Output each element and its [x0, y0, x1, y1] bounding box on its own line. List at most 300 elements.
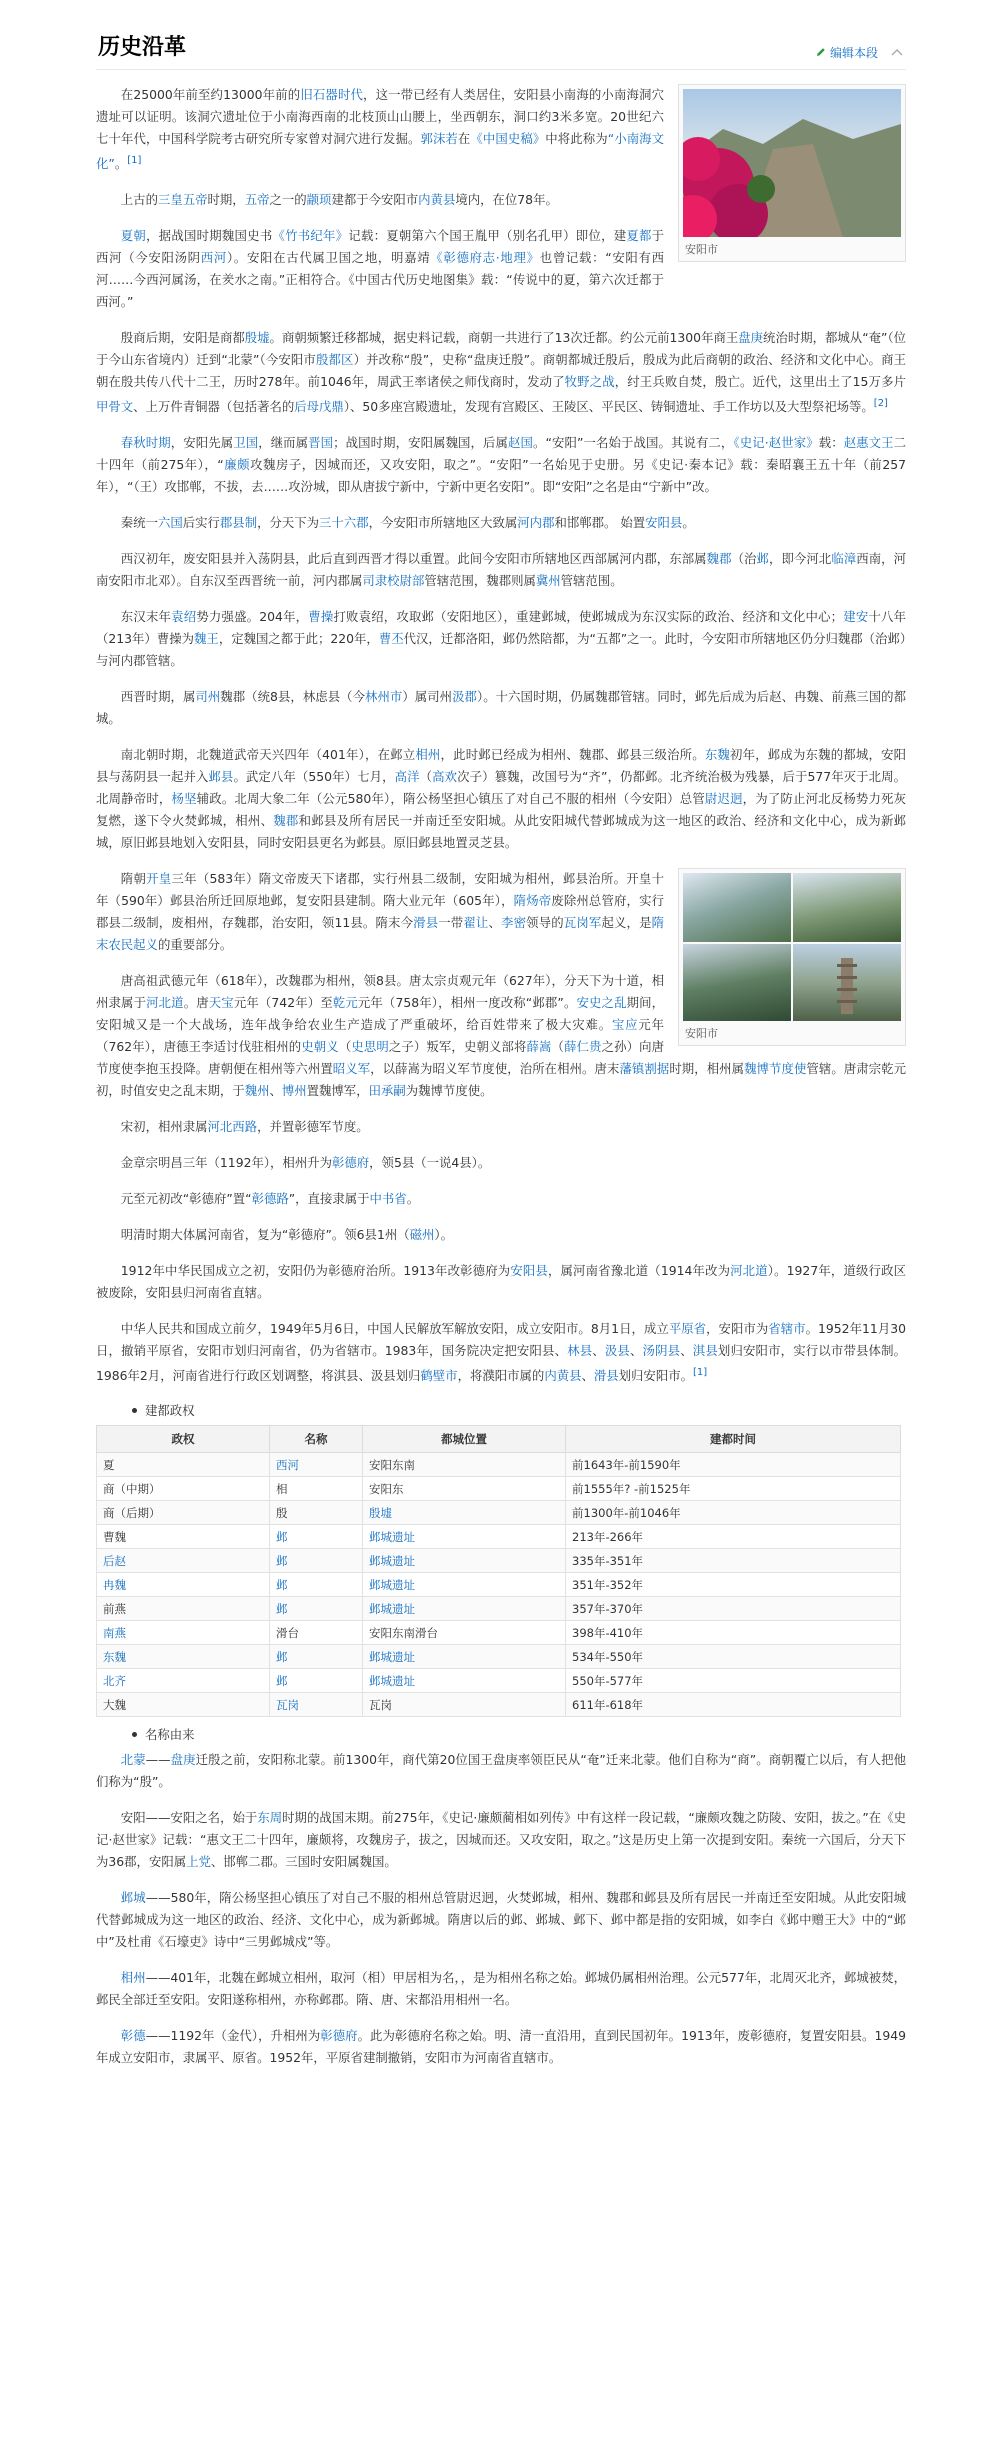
inline-link[interactable]: 河内郡: [517, 515, 555, 531]
inline-link[interactable]: 汤阴县: [642, 1343, 681, 1359]
table-cell-link[interactable]: 殷墟: [369, 1505, 392, 1520]
inline-link[interactable]: 五帝: [244, 192, 270, 208]
inline-link[interactable]: 东魏: [704, 747, 731, 763]
text-run: 唐高祖武德元年（618年），改魏郡为相州，领8县。唐太宗贞观元年（627年），分天下为十道，相州隶属于: [96, 973, 664, 1011]
table-cell: [270, 1501, 363, 1525]
table-cell-link[interactable]: 邺城遗址: [369, 1601, 415, 1616]
inline-link[interactable]: 内黄县: [544, 1368, 582, 1384]
text-run: （: [419, 769, 433, 785]
inline-link[interactable]: 林县: [567, 1343, 593, 1359]
citation-link[interactable]: [2]: [873, 398, 888, 410]
text-run: 、邯郸二郡。三国时安阳属魏国。: [210, 1854, 397, 1870]
text-run: 之孙）向唐节度使李抱玉投降。唐朝便在相州等六州置: [96, 1039, 665, 1077]
text-run: ——1192年（金代），升相州为: [145, 2028, 321, 2044]
inline-link[interactable]: 昭义军: [332, 1061, 371, 1077]
inline-link[interactable]: 相州: [415, 747, 441, 763]
inline-link[interactable]: 隋末农民起义: [96, 915, 665, 953]
table-cell-link[interactable]: 北齐: [103, 1673, 126, 1688]
inline-link[interactable]: 乾元: [332, 995, 358, 1011]
inline-link[interactable]: 司隶校尉部: [362, 573, 425, 589]
table-row: [97, 1501, 901, 1525]
inline-link[interactable]: 开皇: [146, 871, 172, 887]
table-cell: [363, 1525, 566, 1549]
citation-link[interactable]: [1]: [127, 155, 142, 166]
scenic-photo-grid: [683, 873, 901, 1021]
text-run: 记载：夏朝第六个国王胤甲（别名孔甲）即位，建: [348, 228, 627, 244]
text-run: 、: [488, 915, 502, 931]
name-origin-heading: [132, 1725, 906, 1743]
table-cell: [97, 1693, 270, 1717]
text-run: 元年（742年）至: [233, 995, 333, 1011]
text-run: 和邺县及所有居民一并南迁至安阳城。从此安阳城代替邺城成为这一地区的政治、经济和文化中心，成为新邺城，原旧邺县地划入安阳县，同时安阳县更名为邺县。原旧邺县地置灵芝县。: [96, 813, 907, 851]
inline-link[interactable]: 杨坚: [171, 791, 197, 807]
inline-link[interactable]: 隋炀帝: [513, 893, 552, 909]
table-row: [97, 1669, 901, 1693]
inline-link[interactable]: 彰德府: [320, 2028, 358, 2044]
inline-link[interactable]: 上党: [186, 1854, 211, 1870]
table-cell-text: 550年-577年: [572, 1673, 644, 1688]
inline-link[interactable]: 盘庚: [170, 1752, 196, 1768]
text-run: 殷商后期，安阳是商都: [120, 330, 245, 346]
inline-link[interactable]: 三十六郡: [319, 515, 369, 531]
inline-link[interactable]: 晋国: [308, 435, 334, 451]
inline-link[interactable]: “小南海文化”: [96, 131, 665, 172]
text-run: 东汉末年: [120, 609, 172, 625]
inline-link[interactable]: 高欢: [432, 769, 458, 785]
table-row: [97, 1645, 901, 1669]
table-cell: [270, 1453, 363, 1477]
paragraph: [96, 686, 906, 730]
text-run: 期间，安阳城又是一个大战场，连年战争给农业生产造成了严重破坏，给百姓带来了极大灾难。: [96, 995, 665, 1033]
table-cell: [363, 1549, 566, 1573]
text-run: ）。十六国时期，仍属魏郡管辖。同时，邺先后成为后赵、冉魏、前燕三国的都城。: [96, 689, 907, 727]
text-run: 的重要部分。: [157, 937, 233, 953]
text-run: 管辖。唐肃宗乾元初，时值安史之乱末期，于: [96, 1061, 907, 1099]
inline-link[interactable]: 汲县: [604, 1343, 630, 1359]
subheading-text: 名称由来: [145, 1727, 195, 1743]
text-run: 管辖范围。: [560, 573, 623, 589]
text-run: 辅政。北周大象二年（公元580年），隋公杨坚担心镇压了对自己不服的相州（今安阳）总管: [196, 791, 705, 807]
inline-link[interactable]: 后母戊鼎: [294, 399, 344, 415]
text-run: 、: [269, 1083, 282, 1099]
text-run: 境内，在位78年。: [455, 192, 558, 208]
text-run: 统治时期，都城从“奄”（位于今山东省境内）迁到“北蒙”（今安阳市: [96, 330, 907, 368]
text-run: 。“安阳”一名始于战国。其说有二，: [533, 435, 734, 451]
table-cell: [566, 1597, 901, 1621]
table-cell: [363, 1597, 566, 1621]
text-run: 和邯郸郡。 始置: [554, 515, 646, 531]
text-run: 代汉，迁都洛阳，邺仍然陪都，为“五都”之一。此时，今安阳市所辖地区仍分归魏郡（治邺）与河内郡管辖。: [96, 631, 907, 669]
text-run: ）并改称“殷”，史称“盘庚迁殷”。商朝都城迁殷后，殷成为此后商朝的政治、经济和文化中心。商王朝在殷共传八代十二王，历时278年。前1046年，周武王率诸侯之师伐商时，发动了: [96, 352, 907, 390]
paragraph: [96, 1116, 906, 1138]
inline-link[interactable]: 安史之乱: [576, 995, 627, 1011]
inline-link[interactable]: 相州: [120, 1970, 146, 1986]
table-cell: [566, 1621, 901, 1645]
table-cell: [363, 1501, 566, 1525]
text-run: ）。1927年，道级行政区被废除，安阳县归河南省直辖。: [96, 1263, 907, 1301]
text-run: 秦统一: [120, 515, 158, 531]
table-cell-text: 前1643年-前1590年: [572, 1457, 681, 1472]
inline-link[interactable]: 殷都区: [315, 352, 354, 368]
table-cell-link[interactable]: 邺: [276, 1553, 288, 1568]
inline-link[interactable]: 翟让: [463, 915, 489, 931]
table-header-cell: 建都时间: [566, 1426, 901, 1453]
table-cell-link[interactable]: 邺城遗址: [369, 1673, 415, 1688]
figure-thumbnail[interactable]: [678, 84, 906, 262]
inline-link[interactable]: 曹操: [308, 609, 334, 625]
section-title: 历史沿革: [98, 35, 187, 60]
inline-link[interactable]: 鹤壁市: [420, 1368, 458, 1384]
text-run: 隋朝: [120, 871, 147, 887]
inline-link[interactable]: 《中国史稿》: [470, 131, 546, 146]
table-cell-link[interactable]: 西河: [276, 1457, 299, 1472]
text-run: ——: [145, 1752, 171, 1768]
text-run: 领导的: [526, 915, 564, 931]
inline-link[interactable]: 瓦岗军: [563, 915, 602, 931]
table-cell: [97, 1501, 270, 1525]
table-cell: [270, 1693, 363, 1717]
text-run: 管辖范围，魏郡则属: [424, 573, 536, 589]
table-cell: [566, 1573, 901, 1597]
inline-link[interactable]: 天宝: [208, 995, 234, 1011]
inline-link[interactable]: 河北道: [730, 1263, 768, 1279]
inline-link[interactable]: 盘庚: [738, 330, 764, 346]
text-run: ，此时邺已经成为相州、魏郡、邺县三级治所。: [440, 747, 705, 763]
text-run: 西汉初年，废安阳县并入荡阴县，此后直到西晋才得以重置。此间今安阳市所辖地区西部属河内郡，东部属: [120, 551, 707, 567]
table-row: [97, 1549, 901, 1573]
table-cell-text: 曹魏: [103, 1529, 126, 1544]
table-cell-link[interactable]: 邺城遗址: [369, 1529, 415, 1544]
text-run: 宋初，相州隶属: [120, 1119, 208, 1135]
inline-link[interactable]: 史朝义: [301, 1039, 339, 1055]
inline-link[interactable]: 平原省: [668, 1321, 707, 1337]
inline-link[interactable]: 魏王: [194, 631, 219, 647]
table-cell: [566, 1669, 901, 1693]
text-run: 划归安阳市。: [618, 1368, 693, 1384]
table-row: [97, 1525, 901, 1549]
text-run: 金章宗明昌三年（1192年），相州升为: [120, 1155, 332, 1171]
inline-link[interactable]: 安阳县: [510, 1263, 548, 1279]
inline-link[interactable]: 中书省: [369, 1191, 407, 1207]
citation-link[interactable]: [1]: [693, 1367, 708, 1379]
inline-link[interactable]: 林州市: [365, 689, 403, 705]
table-cell: [566, 1453, 901, 1477]
table-cell-link[interactable]: 邺: [276, 1601, 288, 1616]
inline-link[interactable]: 邺: [756, 551, 769, 567]
text-run: ，安阳市为: [706, 1321, 769, 1337]
inline-link[interactable]: 廉颇: [223, 457, 251, 473]
inline-link[interactable]: 滑县: [413, 915, 439, 931]
inline-link[interactable]: 魏州: [244, 1083, 270, 1099]
inline-link[interactable]: 郡县制: [219, 515, 258, 531]
paragraph: [96, 1967, 906, 2011]
text-run: 建都于今安阳市: [331, 192, 419, 208]
capitals-table: [96, 1425, 901, 1717]
inline-link[interactable]: 省辖市: [768, 1321, 806, 1337]
text-run: 。: [406, 1191, 420, 1207]
text-run: ——580年，隋公杨坚担心镇压了对自己不服的相州总管尉迟迥，火焚邺城，相州、魏郡和邺县及所有居民一并南迁至安阳城。从此安阳城代替邺城成为这一地区的政治、经济、文化中心，成为新邺城。隋唐以后的邺、邺城、邺下、邺中都是指的安阳城，如李白《邺中赠王大》中的“邺中”及杜甫《石壕吏》诗中“三男邺城戍”等。: [96, 1890, 907, 1950]
table-cell-link[interactable]: 瓦岗: [276, 1697, 299, 1712]
inline-link[interactable]: 《竹书纪年》: [272, 228, 349, 244]
table-cell-link[interactable]: 邺: [276, 1529, 288, 1544]
city-photo: [683, 89, 901, 237]
table-cell-text: 商（后期）: [103, 1505, 161, 1520]
inline-link[interactable]: 郭沫若: [420, 131, 458, 146]
table-header-cell: 都城位置: [363, 1426, 566, 1453]
text-run: ）。安阳在古代属卫国之地，明嘉靖: [226, 250, 431, 266]
inline-link[interactable]: 彰德路: [251, 1191, 289, 1207]
paragraph: [96, 1260, 906, 1304]
text-run: 时期，相州属: [669, 1061, 745, 1077]
inline-link[interactable]: 旧石器时代: [300, 87, 364, 102]
table-cell: [363, 1477, 566, 1501]
text-run: 废除州总管府，实行郡县二级制，废相州，存魏郡，治安阳，领11县。隋末今: [96, 893, 665, 931]
table-cell-link[interactable]: 东魏: [103, 1649, 126, 1664]
inline-link[interactable]: 薛仁贵: [564, 1039, 602, 1055]
table-cell: [270, 1669, 363, 1693]
inline-link[interactable]: 田承嗣: [368, 1083, 406, 1099]
table-cell: [270, 1525, 363, 1549]
text-run: 打败袁绍，攻取邺（安阳地区），重建邺城，使邺城成为东汉实际的政治、经济和文化中心；: [333, 609, 844, 625]
inline-link[interactable]: 春秋时期: [120, 435, 171, 451]
table-cell: [270, 1621, 363, 1645]
inline-link[interactable]: 高洋: [394, 769, 420, 785]
figure-caption: 安阳市: [685, 1027, 718, 1041]
table-cell-text: 夏: [103, 1457, 115, 1472]
text-run: 元年（758年），相州一度改称“邺郡”。: [357, 995, 577, 1011]
table-cell-link[interactable]: 邺: [276, 1649, 288, 1664]
section-actions: [816, 43, 906, 61]
bullet-icon: [132, 1732, 137, 1737]
paragraph: [96, 1807, 906, 1873]
paragraph: [96, 512, 906, 534]
paragraph: [96, 548, 906, 592]
text-run: 、: [629, 1343, 643, 1359]
inline-link[interactable]: 安阳县: [645, 515, 683, 531]
text-run: ，为了防止河北反杨势力死灰复燃，遂下令火焚邺城，相州、: [96, 791, 907, 829]
collapse-section-button[interactable]: [888, 43, 906, 61]
inline-link[interactable]: 颛顼: [306, 192, 332, 208]
paragraph: [96, 1152, 906, 1174]
inline-link[interactable]: 史思明: [351, 1039, 389, 1055]
inline-link[interactable]: 河北道: [146, 995, 184, 1011]
inline-link[interactable]: 《史记·赵世家》: [733, 435, 819, 451]
text-run: 西晋时期，属: [120, 689, 196, 705]
inline-link[interactable]: 临漳: [831, 551, 857, 567]
text-run: 攻魏房子，因城而还，又攻安阳，取之”。“安阳”一名始见于史册。另《史记·秦本记》载：秦昭襄王五十年（前257年），“（王）攻邯郸，不拔，去……攻汾城，即从唐拔宁新中，宁新中更名安阳”。即“安阳”之名是由“宁新中”改。: [96, 457, 906, 495]
table-cell-link[interactable]: 南燕: [103, 1625, 126, 1640]
text-run: 魏郡（统8县，林虑县（今: [220, 689, 366, 705]
text-run: 之子）叛军，史朝义部将: [388, 1039, 527, 1055]
table-cell: [566, 1501, 901, 1525]
text-run: ）属司州: [402, 689, 453, 705]
inline-link[interactable]: 建安: [843, 609, 869, 625]
inline-link[interactable]: 尉迟迥: [704, 791, 743, 807]
table-cell-text: 滑台: [276, 1625, 299, 1640]
text-run: 二十四年（前275年），“: [96, 435, 907, 473]
paragraph: [96, 2025, 906, 2069]
table-cell: [270, 1645, 363, 1669]
inline-link[interactable]: 李密: [501, 915, 527, 931]
text-run: ，定魏国之都于此；220年，: [218, 631, 379, 647]
text-run: 、上万件青铜器（包括著名的: [133, 399, 295, 415]
text-run: ”，直接隶属于: [288, 1191, 370, 1207]
inline-link[interactable]: 博州: [281, 1083, 307, 1099]
text-run: ，将濮阳市属的: [457, 1368, 545, 1384]
text-run: ，纣王兵败自焚，殷亡。近代，这里出土了15万多片: [614, 374, 906, 390]
text-run: 上古的: [120, 192, 158, 208]
table-row: [97, 1477, 901, 1501]
table-cell: [566, 1645, 901, 1669]
inline-link[interactable]: 邺城: [120, 1890, 146, 1906]
table-row: [97, 1621, 901, 1645]
text-run: 、: [592, 1343, 605, 1359]
inline-link[interactable]: 牧野之战: [564, 374, 615, 390]
table-row: [97, 1693, 901, 1717]
inline-link[interactable]: 藩镇割据: [619, 1061, 670, 1077]
table-header-cell: 政权: [97, 1426, 270, 1453]
table-cell-link[interactable]: 邺城遗址: [369, 1553, 415, 1568]
text-run: ，领5县（一说4县）。: [369, 1155, 491, 1171]
pencil-icon: [816, 47, 826, 57]
inline-link[interactable]: 汲郡: [452, 689, 477, 705]
text-run: ——401年，北魏在邺城立相州，取河（相）甲居相为名，，是为相州名称之始。邺城仍属相州治理。公元577年，北周灭北齐，邺城被焚，邺民全部迁至安阳。安阳遂称相州，亦称邺郡。隋、唐、宋都沿用相州一名。: [96, 1970, 906, 2008]
table-cell-text: 前1555年? -前1525年: [572, 1481, 691, 1496]
text-run: 初年，邺成为东魏的都城，安阳县与荡阴县一起并入: [96, 747, 907, 785]
river-photo: [683, 944, 791, 1021]
inline-link[interactable]: 六国: [157, 515, 183, 531]
table-cell: [566, 1693, 901, 1717]
inline-link[interactable]: 《彰德府志·地理》: [430, 250, 540, 266]
text-run: 时期的战国末期。前275年，《史记·廉颇蔺相如列传》中有这样一段记载，“廉颇攻魏之防陵、安阳，拔之。”在《史记·赵世家》记载：“惠文王二十四年，廉颇将，攻魏房子，拔之，因城而还。又攻安阳，取之。”这是历史上第一次提到安阳。秦统一六国后，分天下为36郡，安阳属: [96, 1810, 907, 1870]
inline-link[interactable]: 彰德: [120, 2028, 146, 2044]
inline-link[interactable]: 殷墟: [244, 330, 270, 346]
inline-link[interactable]: 魏郡: [273, 813, 299, 829]
table-cell-link[interactable]: 冉魏: [103, 1577, 126, 1592]
inline-link[interactable]: 曹丕: [378, 631, 404, 647]
inline-link[interactable]: 三皇五帝: [157, 192, 208, 208]
text-run: （: [551, 1039, 565, 1055]
table-cell: [363, 1573, 566, 1597]
inline-link[interactable]: 夏都: [626, 228, 652, 244]
table-row: [97, 1573, 901, 1597]
inline-link[interactable]: 魏博节度使: [744, 1061, 807, 1077]
text-run: 次子）篡魏，改国号为“齐”，仍都邺。北齐统治极为残暴，后于577年灭于北周。北周静帝时，: [96, 769, 907, 807]
inline-link[interactable]: 邺县: [208, 769, 234, 785]
table-cell: [270, 1597, 363, 1621]
inline-link[interactable]: 滑县: [593, 1368, 619, 1384]
table-cell: [566, 1477, 901, 1501]
table-cell-text: 殷: [276, 1505, 288, 1520]
paragraph: [96, 744, 906, 854]
inline-link[interactable]: 赵国: [508, 435, 534, 451]
inline-link[interactable]: 北蒙: [120, 1752, 146, 1768]
table-cell-link[interactable]: 邺城遗址: [369, 1577, 415, 1592]
table-cell-text: 安阳东: [369, 1481, 404, 1496]
inline-link[interactable]: 袁绍: [171, 609, 197, 625]
table-cell: [363, 1669, 566, 1693]
text-run: 。: [114, 156, 128, 172]
inline-link[interactable]: 西河: [200, 250, 227, 266]
table-cell: [97, 1549, 270, 1573]
table-cell-text: 大魏: [103, 1697, 126, 1712]
inline-link[interactable]: 淇县: [692, 1343, 718, 1359]
table-cell-text: 398年-410年: [572, 1625, 644, 1640]
chevron-up-icon: [891, 48, 903, 56]
text-run: 南北朝时期，北魏道武帝天兴四年（401年），在邺立: [120, 747, 416, 763]
text-run: 、: [581, 1368, 594, 1384]
text-run: 十八年（213年）曹操为: [96, 609, 907, 647]
inline-link[interactable]: 河北西路: [207, 1119, 258, 1135]
text-run: （: [338, 1039, 352, 1055]
table-cell: [97, 1621, 270, 1645]
paragraph: [96, 432, 906, 498]
text-run: ，安阳先属: [170, 435, 234, 451]
table-cell-link[interactable]: 邺: [276, 1577, 288, 1592]
text-run: 迁殷之前，安阳称北蒙。前1300年，商代第20位国王盘庚率领臣民从“奄”迁来北蒙。他们自称为“商”。商朝覆亡以后，有人把他们称为“殷”。: [96, 1752, 907, 1790]
text-run: 之一的: [269, 192, 307, 208]
table-cell-text: 351年-352年: [572, 1577, 644, 1592]
figure-caption: 安阳市: [685, 243, 718, 256]
text-run: 载：: [818, 435, 844, 451]
table-header-cell: 名称: [270, 1426, 363, 1453]
table-cell: [270, 1573, 363, 1597]
table-cell: [363, 1621, 566, 1645]
inline-link[interactable]: 内黄县: [418, 192, 456, 208]
inline-link[interactable]: 甲骨文: [96, 399, 134, 415]
table-cell: [566, 1549, 901, 1573]
text-run: ，以薛嵩为昭义军节度使，治所在相州。唐末: [370, 1061, 620, 1077]
inline-link[interactable]: 彰德府: [332, 1155, 370, 1171]
inline-link[interactable]: 冀州: [535, 573, 561, 589]
text-run: 。: [682, 515, 695, 531]
inline-link[interactable]: 魏郡: [706, 551, 732, 567]
table-cell: [97, 1525, 270, 1549]
table-cell-link[interactable]: 邺: [276, 1673, 288, 1688]
inline-link[interactable]: 薛嵩: [526, 1039, 552, 1055]
table-cell: [270, 1549, 363, 1573]
bullet-icon: [132, 1408, 137, 1413]
paragraph: [96, 1318, 906, 1387]
table-cell-link[interactable]: 后赵: [103, 1553, 126, 1568]
inline-link[interactable]: 磁州: [409, 1227, 435, 1243]
text-run: ；战国时期，安阳属魏国，后属: [333, 435, 509, 451]
text-run: 起义，是: [601, 915, 652, 931]
table-cell: [97, 1573, 270, 1597]
table-cell-link[interactable]: 邺城遗址: [369, 1649, 415, 1664]
edit-section-button[interactable]: [816, 44, 878, 61]
table-cell: [97, 1669, 270, 1693]
inline-link[interactable]: 卫国: [233, 435, 259, 451]
text-run: 时期，: [207, 192, 245, 208]
text-run: 在25000年前至约13000年前的: [120, 87, 301, 102]
inline-link[interactable]: 赵惠文王: [843, 435, 894, 451]
table-cell-text: 611年-618年: [572, 1697, 644, 1712]
pagoda-photo: [793, 944, 901, 1021]
text-run: （治: [731, 551, 757, 567]
inline-link[interactable]: 司州: [195, 689, 221, 705]
text-run: 后实行: [182, 515, 220, 531]
inline-link[interactable]: 东周: [257, 1810, 283, 1826]
table-cell: [363, 1645, 566, 1669]
table-cell-text: 相: [276, 1481, 288, 1496]
text-run: 势力强盛。204年，: [196, 609, 309, 625]
inline-link[interactable]: 宝应: [611, 1017, 639, 1033]
inline-link[interactable]: 夏朝: [120, 228, 147, 244]
figure-thumbnail[interactable]: [678, 868, 906, 1046]
table-header-row: [97, 1426, 901, 1453]
edit-section-label: 编辑本段: [829, 45, 878, 60]
